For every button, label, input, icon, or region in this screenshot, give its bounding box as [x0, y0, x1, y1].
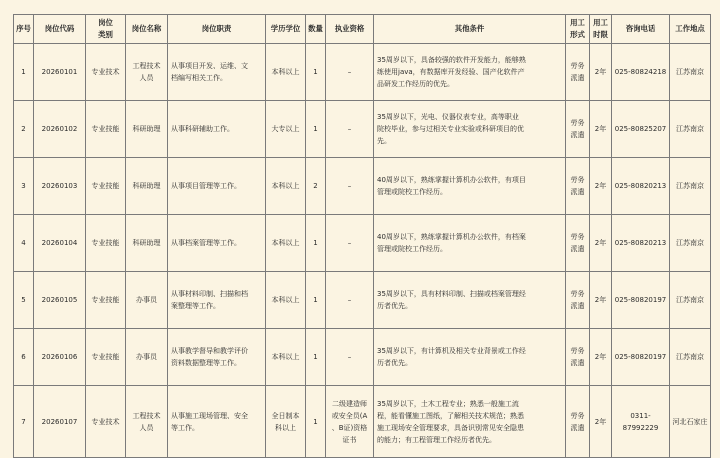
col-employment-type-cell: 劳务 派遣 — [566, 386, 590, 458]
col-location-cell: 江苏南京 — [670, 44, 711, 101]
col-duty-cell: 从事项目开发、运维、文 档编写相关工作。 — [168, 44, 266, 101]
col-location-header: 工作地点 — [670, 15, 711, 44]
col-count-cell: 1 — [306, 215, 326, 272]
col-education-cell: 本科以上 — [266, 44, 306, 101]
col-category-cell: 专业技能 — [86, 158, 126, 215]
col-category-cell: 专业技能 — [86, 101, 126, 158]
col-qualification-cell: – — [326, 215, 374, 272]
col-code-cell: 20260105 — [34, 272, 86, 329]
col-code-cell: 20260102 — [34, 101, 86, 158]
col-phone-cell: 025-80825207 — [612, 101, 670, 158]
table-row — [14, 158, 711, 215]
col-employment-type-cell: 劳务 派遣 — [566, 101, 590, 158]
col-location-cell: 江苏南京 — [670, 101, 711, 158]
col-title-cell: 科研助理 — [126, 101, 168, 158]
col-index-cell: 1 — [14, 44, 34, 101]
col-term-cell: 2年 — [590, 158, 612, 215]
col-qualification-header: 执业资格 — [326, 15, 374, 44]
col-category-cell: 专业技能 — [86, 272, 126, 329]
table-row — [14, 386, 711, 458]
col-duty-cell: 从事材料印制、扫描和档 案整理等工作。 — [168, 272, 266, 329]
col-index-cell: 3 — [14, 158, 34, 215]
col-title-cell: 工程技术 人员 — [126, 386, 168, 458]
col-title-cell: 工程技术 人员 — [126, 44, 168, 101]
col-term-header: 用工 时限 — [590, 15, 612, 44]
col-qualification-cell: – — [326, 158, 374, 215]
col-term-cell: 2年 — [590, 386, 612, 458]
col-category-cell: 专业技术 — [86, 386, 126, 458]
col-code-header: 岗位代码 — [34, 15, 86, 44]
table-row — [14, 44, 711, 101]
col-employment-type-cell: 劳务 派遣 — [566, 272, 590, 329]
col-qualification-cell: – — [326, 44, 374, 101]
col-code-cell: 20260103 — [34, 158, 86, 215]
col-category-cell: 专业技术 — [86, 44, 126, 101]
col-conditions-cell: 35周岁以下，光电、仪器仪表专业，高等职业 院校毕业，参与过相关专业实验或科研项目的优 先。 — [374, 101, 566, 158]
col-phone-cell: 0311-87992229 — [612, 386, 670, 458]
col-index-cell: 5 — [14, 272, 34, 329]
col-conditions-header: 其他条件 — [374, 15, 566, 44]
col-count-cell: 2 — [306, 158, 326, 215]
col-education-cell: 本科以上 — [266, 272, 306, 329]
col-index-header: 序号 — [14, 15, 34, 44]
col-education-cell: 大专以上 — [266, 101, 306, 158]
col-term-cell: 2年 — [590, 44, 612, 101]
col-count-header: 数量 — [306, 15, 326, 44]
col-category-cell: 专业技能 — [86, 215, 126, 272]
col-duty-cell: 从事施工现场管理、安全 等工作。 — [168, 386, 266, 458]
col-index-cell: 4 — [14, 215, 34, 272]
col-duty-header: 岗位职责 — [168, 15, 266, 44]
col-title-header: 岗位名称 — [126, 15, 168, 44]
col-code-cell: 20260107 — [34, 386, 86, 458]
table-row — [14, 101, 711, 158]
col-employment-type-cell: 劳务 派遣 — [566, 44, 590, 101]
col-education-cell: 本科以上 — [266, 329, 306, 386]
col-qualification-cell: – — [326, 329, 374, 386]
col-phone-cell: 025-80824218 — [612, 44, 670, 101]
col-education-cell: 本科以上 — [266, 158, 306, 215]
col-category-cell: 专业技能 — [86, 329, 126, 386]
table-row — [14, 329, 711, 386]
col-qualification-cell: 二级建造师 或安全员(A 、B证)资格 证书 — [326, 386, 374, 458]
col-title-cell: 办事员 — [126, 329, 168, 386]
col-location-cell: 河北石家庄 — [670, 386, 711, 458]
col-conditions-cell: 35周岁以下，具备较强的软件开发能力，能够熟 练使用java，有数据库开发经验、国产化软件产 品研发工作经历的优先。 — [374, 44, 566, 101]
col-index-cell: 7 — [14, 386, 34, 458]
col-index-cell: 6 — [14, 329, 34, 386]
col-duty-cell: 从事档案管理等工作。 — [168, 215, 266, 272]
col-count-cell: 1 — [306, 386, 326, 458]
col-category-header: 岗位 类别 — [86, 15, 126, 44]
col-title-cell: 科研助理 — [126, 215, 168, 272]
col-conditions-cell: 35周岁以下，具有材料印制、扫描或档案管理经 历者优先。 — [374, 272, 566, 329]
col-code-cell: 20260104 — [34, 215, 86, 272]
col-education-header: 学历学位 — [266, 15, 306, 44]
col-conditions-cell: 35周岁以下，有计算机及相关专业背景或工作经 历者优先。 — [374, 329, 566, 386]
col-qualification-cell: – — [326, 101, 374, 158]
col-location-cell: 江苏南京 — [670, 215, 711, 272]
col-employment-type-header: 用工 形式 — [566, 15, 590, 44]
table-row — [14, 215, 711, 272]
col-phone-cell: 025-80820197 — [612, 329, 670, 386]
col-phone-cell: 025-80820197 — [612, 272, 670, 329]
col-title-cell: 科研助理 — [126, 158, 168, 215]
col-term-cell: 2年 — [590, 272, 612, 329]
col-title-cell: 办事员 — [126, 272, 168, 329]
col-count-cell: 1 — [306, 44, 326, 101]
col-location-cell: 江苏南京 — [670, 158, 711, 215]
col-term-cell: 2年 — [590, 215, 612, 272]
table-header — [14, 15, 711, 44]
col-phone-header: 咨询电话 — [612, 15, 670, 44]
col-employment-type-cell: 劳务 派遣 — [566, 329, 590, 386]
col-phone-cell: 025-80820213 — [612, 215, 670, 272]
col-conditions-cell: 40周岁以下，熟练掌握计算机办公软件，有档案 管理或院校工作经历。 — [374, 215, 566, 272]
recruitment-table — [13, 14, 711, 458]
header-row — [14, 15, 711, 44]
col-count-cell: 1 — [306, 272, 326, 329]
col-code-cell: 20260101 — [34, 44, 86, 101]
col-qualification-cell: – — [326, 272, 374, 329]
col-location-cell: 江苏南京 — [670, 272, 711, 329]
col-education-cell: 本科以上 — [266, 215, 306, 272]
col-phone-cell: 025-80820213 — [612, 158, 670, 215]
table-row — [14, 272, 711, 329]
col-employment-type-cell: 劳务 派遣 — [566, 215, 590, 272]
table-body — [14, 44, 711, 458]
col-term-cell: 2年 — [590, 329, 612, 386]
col-education-cell: 全日制本 科以上 — [266, 386, 306, 458]
col-duty-cell: 从事项目管理等工作。 — [168, 158, 266, 215]
col-duty-cell: 从事科研辅助工作。 — [168, 101, 266, 158]
col-location-cell: 江苏南京 — [670, 329, 711, 386]
col-term-cell: 2年 — [590, 101, 612, 158]
col-index-cell: 2 — [14, 101, 34, 158]
col-code-cell: 20260106 — [34, 329, 86, 386]
col-conditions-cell: 40周岁以下，熟练掌握计算机办公软件，有项目 管理或院校工作经历。 — [374, 158, 566, 215]
col-count-cell: 1 — [306, 101, 326, 158]
col-duty-cell: 从事教学督导和教学评价 资料数据整理等工作。 — [168, 329, 266, 386]
col-conditions-cell: 35周岁以下，土木工程专业；熟悉一般施工流 程，能看懂施工图纸，了解相关技术规范；熟悉 施工现场安全管理要求，具备识别常见安全隐患 的能力；有工程管理工作经历者优先。 — [374, 386, 566, 458]
col-employment-type-cell: 劳务 派遣 — [566, 158, 590, 215]
col-count-cell: 1 — [306, 329, 326, 386]
